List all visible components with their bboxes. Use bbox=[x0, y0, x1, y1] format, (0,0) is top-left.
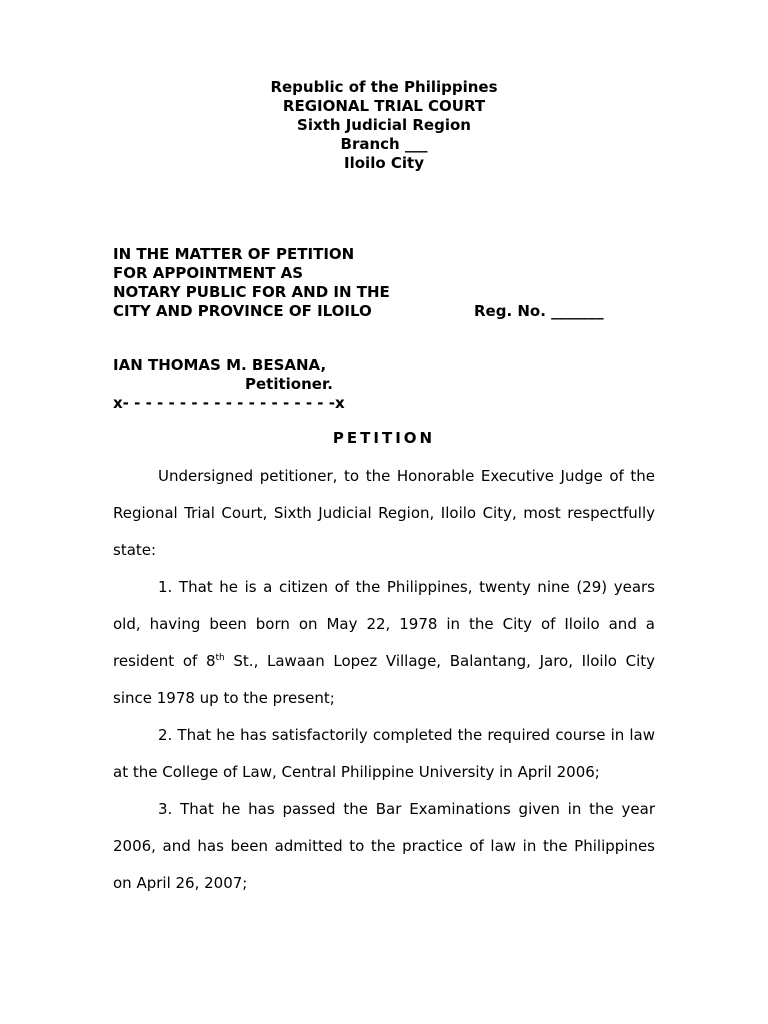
court-header-republic: Republic of the Philippines bbox=[270, 78, 498, 96]
caption-line-2: FOR APPOINTMENT AS bbox=[113, 264, 304, 282]
court-header-branch: Branch ___ bbox=[340, 135, 428, 153]
item-2-paragraph: 2. That he has satisfactorily completed the required course in law at the College of Law, Central Philippine University in April 2006; bbox=[113, 726, 655, 781]
caption-line-1: IN THE MATTER OF PETITION bbox=[113, 245, 355, 263]
court-header-city: Iloilo City bbox=[344, 154, 424, 172]
petitioner-name: IAN THOMAS M. BESANA, bbox=[113, 356, 327, 374]
item-3-paragraph: 3. That he has passed the Bar Examinations given in the year 2006, and has been admitted to the practice of law in the Philippines on April 26, 2007; bbox=[113, 800, 655, 892]
court-header-region: Sixth Judicial Region bbox=[297, 116, 471, 134]
caption-separator: x- - - - - - - - - - - - - - - - - - -x bbox=[113, 394, 345, 412]
petition-body bbox=[113, 458, 655, 902]
court-header-court: REGIONAL TRIAL COURT bbox=[282, 97, 486, 115]
court-header bbox=[0, 78, 768, 173]
intro-paragraph: Undersigned petitioner, to the Honorable Executive Judge of the Regional Trial Court, Sixth Judicial Region, Iloilo City, most respectfully state: bbox=[113, 467, 655, 559]
item-1-text-b: St., Lawaan Lopez Village, Balantang, Jaro, Iloilo City since 1978 up to the present; bbox=[113, 652, 655, 707]
registration-number: Reg. No. _______ bbox=[474, 302, 604, 320]
petitioner-role: Petitioner. bbox=[245, 375, 333, 393]
party-block bbox=[113, 356, 345, 413]
document-title: PETITION bbox=[332, 429, 436, 447]
caption-line-4: CITY AND PROVINCE OF ILOILO bbox=[113, 302, 372, 320]
item-1-ordinal-suffix: th bbox=[215, 653, 225, 663]
item-1-text-a: 1. That he is a citizen of the Philippines, twenty nine (29) years old, having been born on May 22, 1978 in the City of Iloilo and a resident of 8 bbox=[113, 578, 655, 670]
case-caption bbox=[113, 245, 390, 321]
item-1-paragraph bbox=[113, 569, 655, 717]
caption-line-3: NOTARY PUBLIC FOR AND IN THE bbox=[113, 283, 390, 301]
